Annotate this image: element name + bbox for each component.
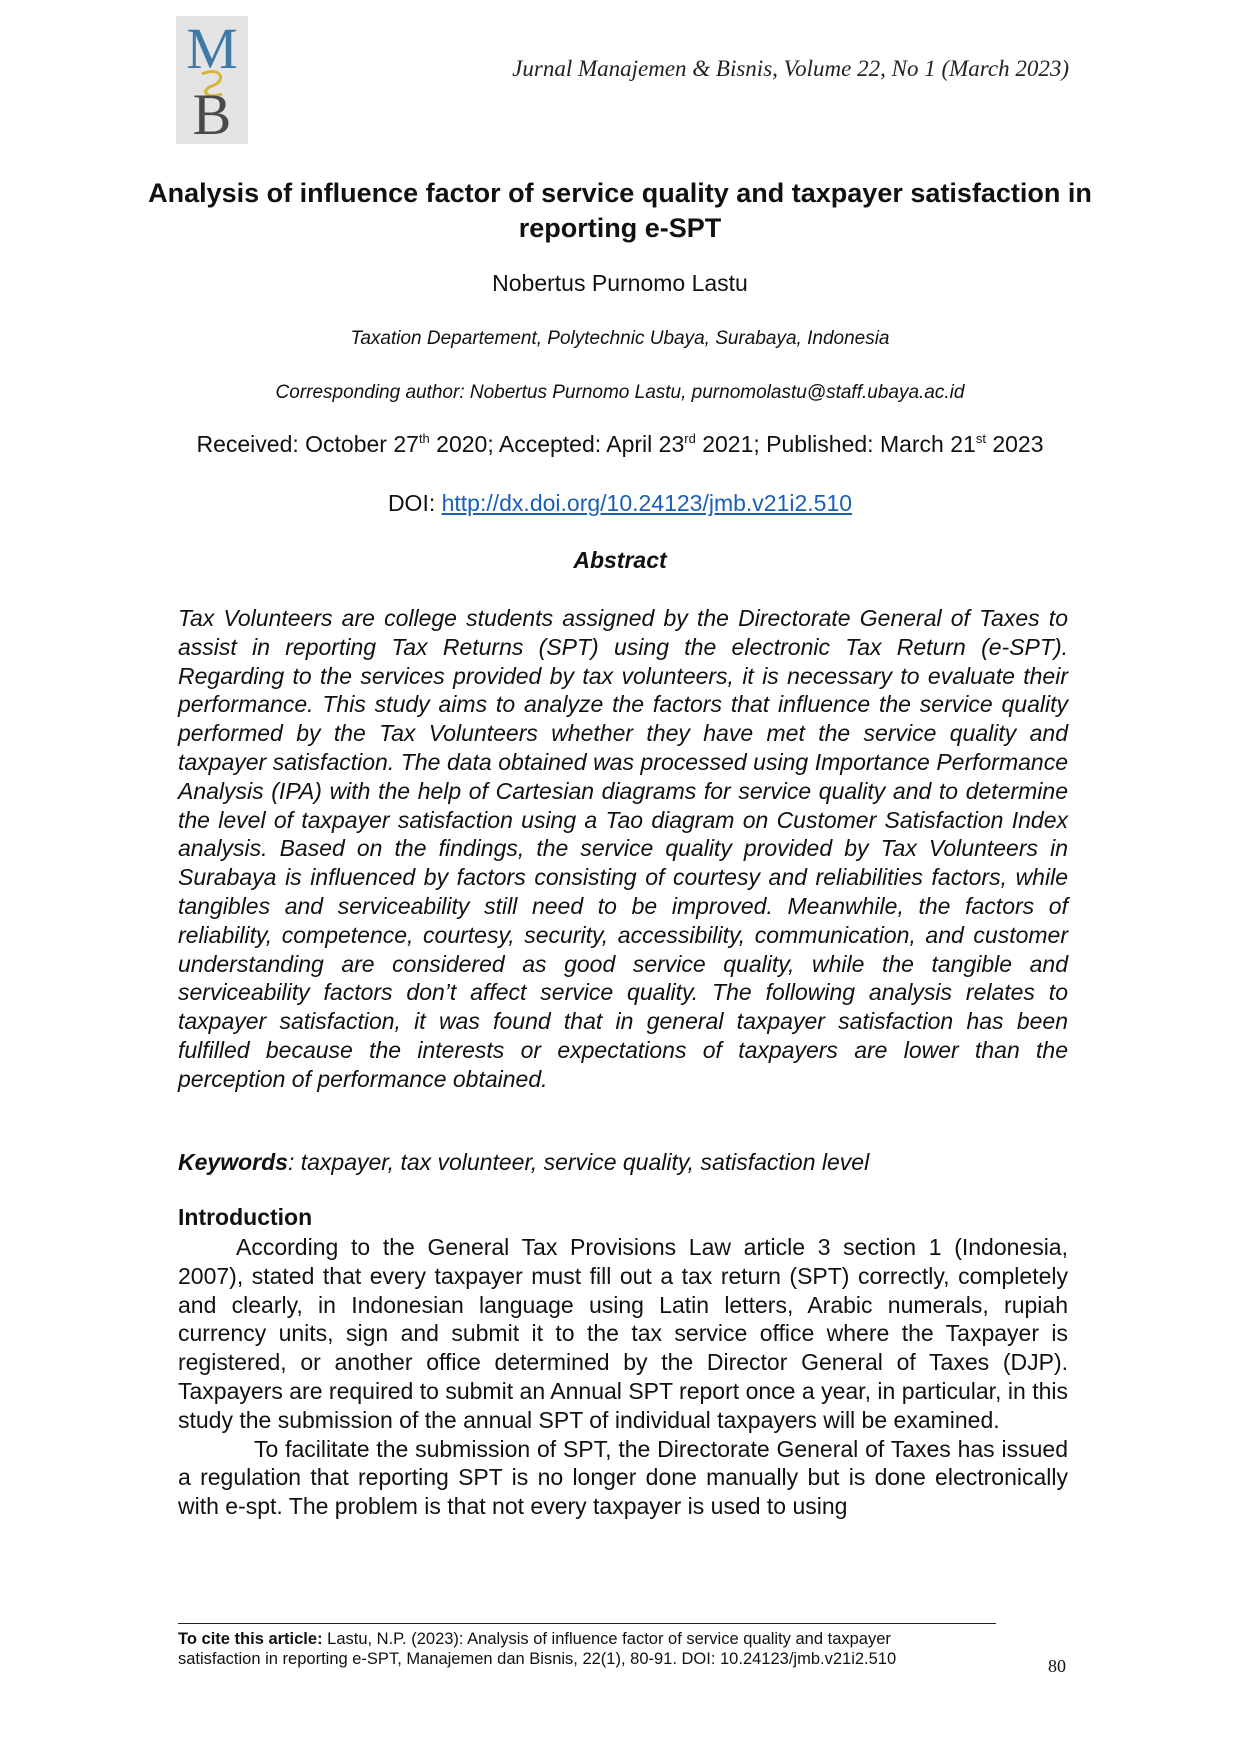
footnote-divider: [178, 1623, 996, 1624]
doi-link[interactable]: http://dx.doi.org/10.24123/jmb.v21i2.510: [441, 490, 853, 516]
introduction-heading: Introduction: [178, 1204, 313, 1230]
accepted-suffix: rd: [684, 431, 696, 446]
intro-paragraph-2: To facilitate the submission of SPT, the Directorate General of Taxes has issued a regulation that reporting SPT is no longer done manually but is done electronically with e-spt. The problem is that not every taxpayer is used to using: [178, 1435, 1068, 1520]
author-affiliation: Taxation Departement, Polytechnic Ubaya, Surabaya, Indonesia: [350, 328, 890, 349]
intro-paragraph-1: According to the General Tax Provisions Law article 3 section 1 (Indonesia, 2007), stated that every taxpayer must fill out a tax return (SPT) correctly, completely and clearly, in Indonesian language using Latin letters, Arabic numerals, rupiah currency units, sign and submit it to the tax service office where the Taxpayer is registered, or another office determined by the Director General of Taxes (DJP). Taxpayers are required to submit an Annual SPT report once a year, in particular, in this study the submission of the annual SPT of individual taxpayers will be examined.: [178, 1234, 1068, 1433]
received-suffix: th: [418, 431, 430, 446]
article-title: Analysis of influence factor of service quality and taxpayer satisfaction in reporting e-SPT: [148, 178, 1092, 243]
keywords-text: : taxpayer, tax volunteer, service quality, satisfaction level: [287, 1149, 870, 1175]
cite-label: To cite this article:: [178, 1630, 323, 1648]
corresponding-author: Corresponding author: Nobertus Purnomo Lastu, purnomolastu@staff.ubaya.ac.id: [275, 382, 965, 403]
introduction-body: [178, 1233, 1068, 1521]
author-name: Nobertus Purnomo Lastu: [492, 270, 748, 296]
abstract-heading: Abstract: [573, 547, 667, 573]
doi-line: [120, 490, 1120, 517]
keywords-line: [178, 1148, 1068, 1177]
accepted-date: 2020; Accepted: April 23: [429, 431, 685, 457]
mb-logo-mark: [176, 16, 248, 144]
journal-header: Jurnal Manajemen & Bisnis, Volume 22, No 1 (March 2023): [512, 56, 1069, 81]
published-date: 2021; Published: March 21: [695, 431, 976, 457]
page-number: 80: [1048, 1656, 1066, 1676]
logo-letter-b: B: [192, 82, 232, 144]
publication-dates: [170, 430, 1070, 459]
received-date: Received: October 27: [196, 431, 419, 457]
citation-footnote: [178, 1630, 958, 1669]
journal-logo: [176, 16, 248, 144]
logo-letter-m: M: [186, 16, 238, 81]
keywords-label: Keywords: [178, 1149, 288, 1175]
cite-text: Lastu, N.P. (2023): Analysis of influence factor of service quality and taxpayer satisfaction in reporting e-SPT, Manajemen dan Bisnis, 22(1), 80-91. DOI: 10.24123/jmb.v21i2.510: [178, 1630, 897, 1668]
doi-label: DOI:: [387, 490, 442, 516]
published-suffix: st: [975, 431, 986, 446]
published-year: 2023: [985, 431, 1044, 457]
abstract-text: Tax Volunteers are college students assigned by the Directorate General of Taxes to assist in reporting Tax Returns (SPT) using the electronic Tax Return (e-SPT). Regarding to the services provided by tax volunteers, it is necessary to evaluate their performance. This study aims to analyze the factors that influence the service quality performed by the Tax Volunteers whether they have met the service quality and taxpayer satisfaction. The data obtained was processed using Importance Performance Analysis (IPA) with the help of Cartesian diagrams for service quality and to determine the level of taxpayer satisfaction using a Tao diagram on Customer Satisfaction Index analysis. Based on the findings, the service quality provided by Tax Volunteers in Surabaya is influenced by factors consisting of courtesy and reliabilities factors, while tangibles and serviceability still need to be improved. Meanwhile, the factors of reliability, competence, courtesy, security, accessibility, communication, and customer understanding are considered as good service quality, while the tangible and serviceability factors don’t affect service quality. The following analysis relates to taxpayer satisfaction, it was found that in general taxpayer satisfaction has been fulfilled because the interests or expectations of taxpayers are lower than the perception of performance obtained.: [178, 605, 1068, 1092]
